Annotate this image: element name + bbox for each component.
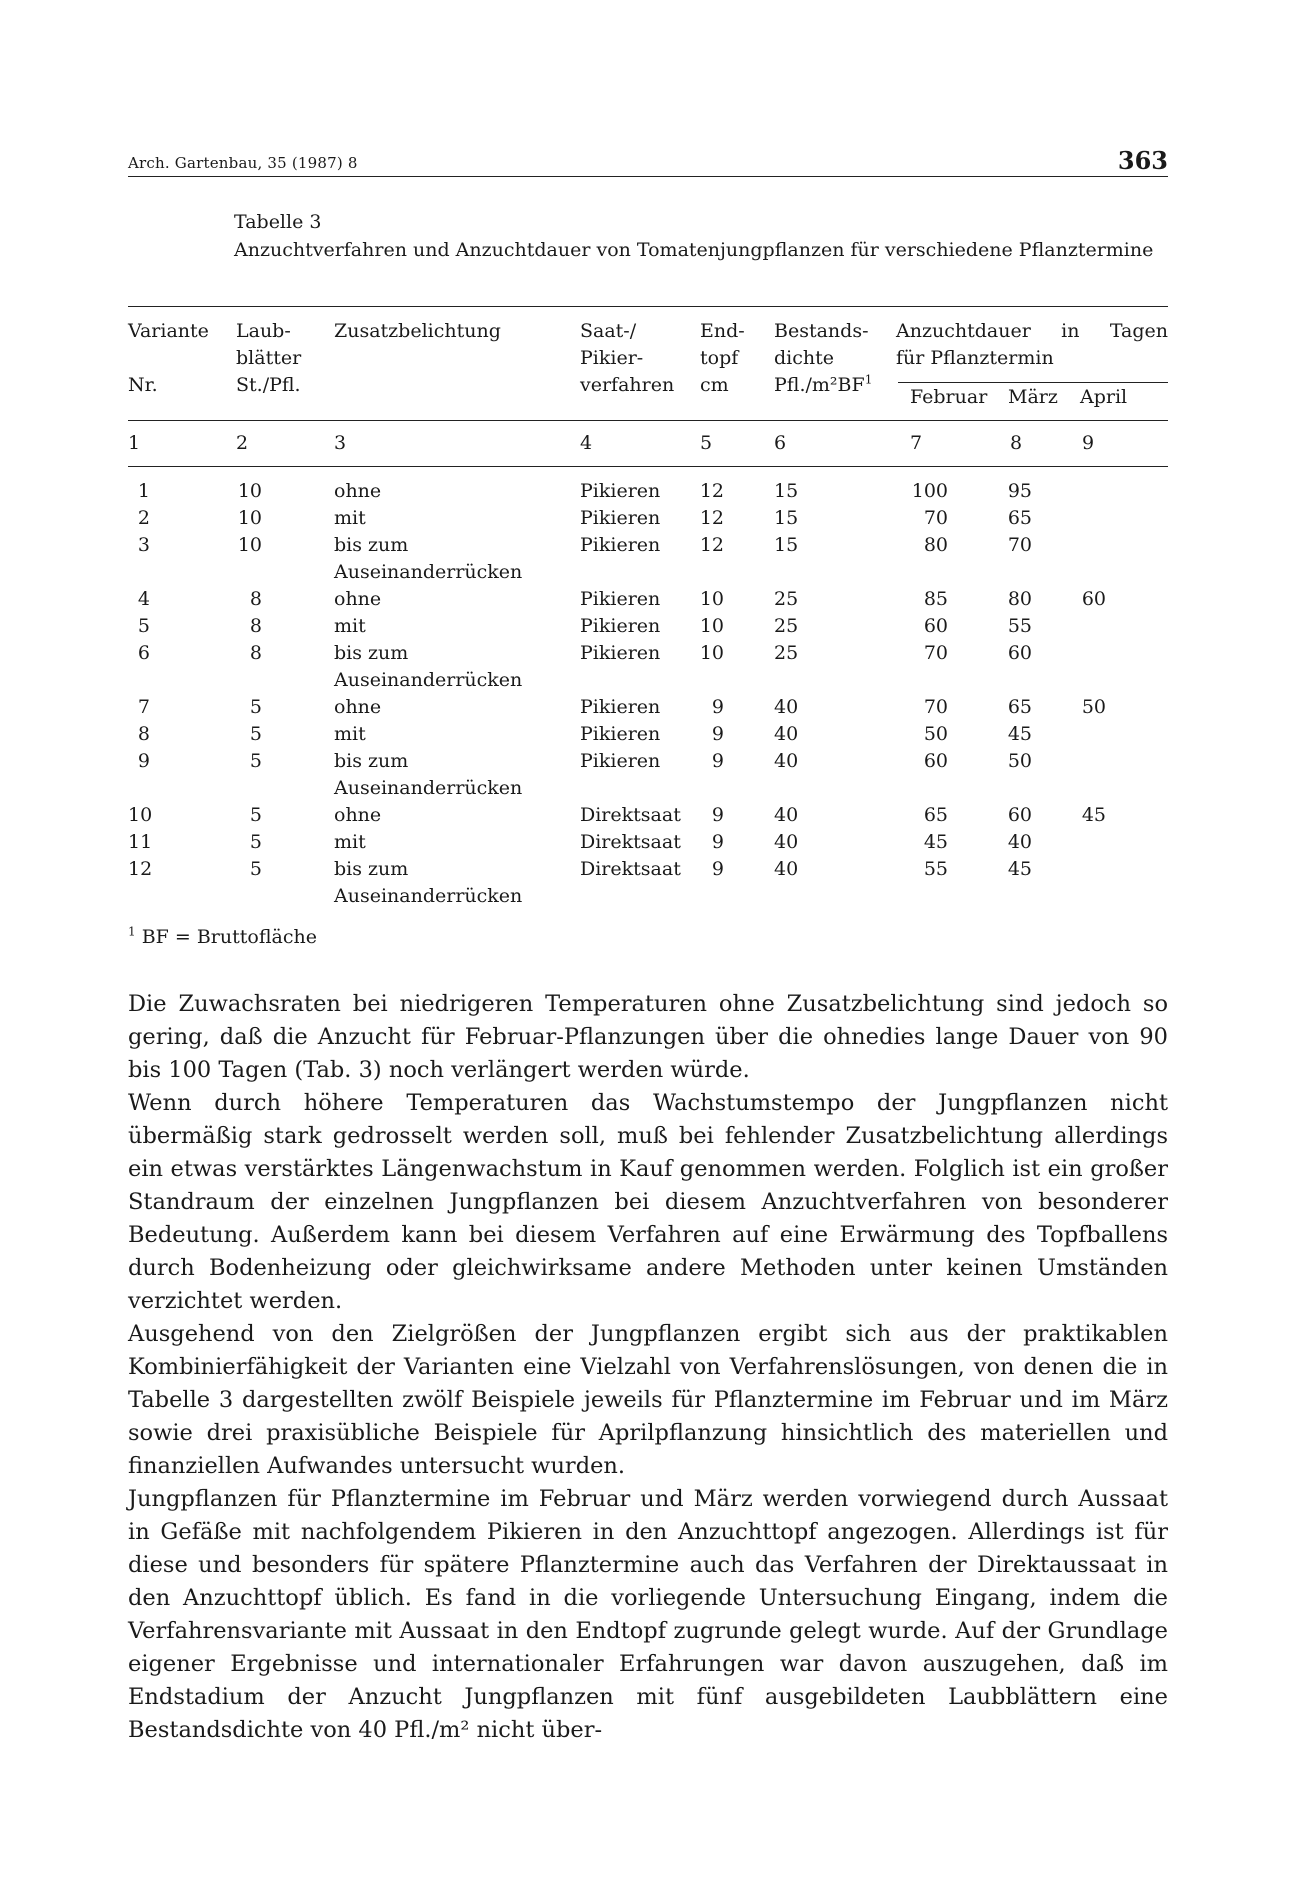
- cell-dichte: 40: [774, 858, 799, 880]
- cell-dichte: 25: [774, 642, 799, 664]
- paragraph: Ausgehend von den Zielgrößen der Jungpflanzen ergibt sich aus der praktikablen Kombinierfähigkeit der Varianten eine Vielzahl von Verfahrenslösungen, von denen die in Tabelle 3 dargestellten zwölf Beispiele jeweils für Pflanztermine im Februar und im März sowie drei praxisübliche Beispiele für Aprilpflanzung hinsichtlich des materiellen und finanziellen Aufwandes untersucht wurden.: [128, 1321, 1168, 1479]
- header-laub: [236, 318, 301, 399]
- cell-nr: 4: [137, 588, 150, 610]
- cell-dichte: 15: [774, 507, 799, 529]
- cell-februar: 100: [911, 480, 948, 502]
- column-number: 5: [700, 432, 713, 454]
- cell-verfahren: Pikieren: [580, 696, 661, 718]
- header-variante: [128, 318, 209, 399]
- cell-april: 45: [1081, 804, 1106, 826]
- header-rule: [128, 176, 1168, 177]
- column-number: 8: [1010, 432, 1023, 454]
- column-number: 1: [128, 432, 141, 454]
- cell-zusatz: mit: [334, 507, 366, 529]
- cell-verfahren: Pikieren: [580, 750, 661, 772]
- cell-maerz: 50: [1007, 750, 1032, 772]
- paragraph: Die Zuwachsraten bei niedrigeren Temperaturen ohne Zusatzbelichtung sind jedoch so gering, daß die Anzucht für Februar-Pflanzungen über die ohnedies lange Dauer von 90 bis 100 Tagen (Tab. 3) noch verlängert werden würde.: [128, 991, 1168, 1083]
- page-number: 363: [1117, 146, 1168, 175]
- header-month-maerz: März: [1008, 386, 1058, 408]
- cell-verfahren: Direktsaat: [580, 804, 681, 826]
- cell-laub: 10: [237, 480, 262, 502]
- table-title: Anzuchtverfahren und Anzuchtdauer von Tomatenjungpflanzen für verschiedene Pflanztermine: [234, 239, 1154, 261]
- cell-dichte: 40: [774, 804, 799, 826]
- cell-verfahren: Pikieren: [580, 615, 661, 637]
- cell-zusatz: ohne: [334, 480, 382, 502]
- cell-zusatz: bis zum: [334, 858, 409, 880]
- cell-dichte: 25: [774, 615, 799, 637]
- cell-dichte: 25: [774, 588, 799, 610]
- cell-februar: 65: [923, 804, 948, 826]
- running-head: [128, 146, 1168, 180]
- column-number: 9: [1082, 432, 1095, 454]
- cell-verfahren: Direktsaat: [580, 858, 681, 880]
- cell-laub: 10: [237, 534, 262, 556]
- cell-dichte: 40: [774, 723, 799, 745]
- cell-februar: 60: [923, 615, 948, 637]
- cell-zusatz: ohne: [334, 696, 382, 718]
- cell-endtopf: 10: [699, 642, 724, 664]
- header-saat-line: Pikier-: [580, 347, 644, 369]
- cell-laub: 5: [249, 696, 262, 718]
- cell-endtopf: 12: [699, 534, 724, 556]
- header-anzucht-line: für Pflanztermin: [896, 347, 1054, 369]
- cell-zusatz: mit: [334, 723, 366, 745]
- cell-zusatz-cont: Auseinanderrücken: [334, 561, 523, 583]
- cell-nr: 12: [128, 858, 153, 880]
- cell-nr: 3: [137, 534, 150, 556]
- cell-april: 50: [1081, 696, 1106, 718]
- cell-zusatz: ohne: [334, 588, 382, 610]
- header-month-februar: Februar: [910, 386, 988, 408]
- cell-laub: 8: [249, 615, 262, 637]
- header-saat-line: verfahren: [580, 374, 675, 396]
- header-endtopf-line: cm: [700, 374, 729, 396]
- header-endtopf: [700, 318, 745, 399]
- cell-endtopf: 12: [699, 480, 724, 502]
- header-anzucht-line: Anzuchtdauer in Tagen: [896, 320, 1168, 342]
- header-saat-line: Saat-/: [580, 320, 637, 342]
- cell-nr: 11: [128, 831, 153, 853]
- cell-endtopf: 10: [699, 588, 724, 610]
- cell-zusatz: mit: [334, 831, 366, 853]
- table-footnote: [128, 926, 317, 948]
- header-bestand-line: Bestands-: [774, 320, 869, 342]
- cell-maerz: 60: [1007, 804, 1032, 826]
- cell-verfahren: Pikieren: [580, 480, 661, 502]
- cell-laub: 5: [249, 804, 262, 826]
- cell-maerz: 45: [1007, 858, 1032, 880]
- cell-laub: 5: [249, 750, 262, 772]
- cell-maerz: 55: [1007, 615, 1032, 637]
- cell-dichte: 15: [774, 480, 799, 502]
- body-text: [128, 988, 1168, 1747]
- cell-endtopf: 10: [699, 615, 724, 637]
- cell-zusatz: bis zum: [334, 750, 409, 772]
- cell-maerz: 60: [1007, 642, 1032, 664]
- cell-verfahren: Pikieren: [580, 642, 661, 664]
- table-top-rule: [128, 306, 1168, 307]
- cell-maerz: 45: [1007, 723, 1032, 745]
- paragraph: Jungpflanzen für Pflanztermine im Februar und März werden vorwiegend durch Aussaat in Gefäße mit nachfolgendem Pikieren in den Anzuchttopf angezogen. Allerdings ist für diese und besonders für spätere Pflanztermine auch das Verfahren der Direktaussaat in den Anzuchttopf üblich. Es fand in die vorliegende Untersuchung Eingang, indem die Verfahrensvariante mit Aussaat in den Endtopf zugrunde gelegt wurde. Auf der Grundlage eigener Ergebnisse und internationaler Erfahrungen war davon auszugehen, daß im Endstadium der Anzucht Jungpflanzen mit fünf ausgebildeten Laubblättern eine Bestandsdichte von 40 Pfl./m² nicht über-: [128, 1486, 1168, 1743]
- footnote-marker: 1: [864, 372, 873, 387]
- cell-zusatz-cont: Auseinanderrücken: [334, 777, 523, 799]
- header-bottom-rule: [128, 420, 1168, 421]
- cell-februar: 85: [923, 588, 948, 610]
- cell-laub: 5: [249, 831, 262, 853]
- cell-dichte: 40: [774, 696, 799, 718]
- cell-februar: 55: [923, 858, 948, 880]
- cell-zusatz-cont: Auseinanderrücken: [334, 885, 523, 907]
- cell-februar: 50: [923, 723, 948, 745]
- cell-nr: 5: [137, 615, 150, 637]
- cell-februar: 70: [923, 642, 948, 664]
- header-anzuchtdauer: [896, 318, 1168, 372]
- cell-nr: 10: [128, 804, 153, 826]
- cell-laub: 5: [249, 723, 262, 745]
- cell-endtopf: 9: [711, 804, 724, 826]
- cell-zusatz: bis zum: [334, 642, 409, 664]
- cell-april: 60: [1081, 588, 1106, 610]
- footnote-text: BF = Bruttofläche: [141, 926, 317, 948]
- cell-nr: 1: [137, 480, 150, 502]
- cell-verfahren: Pikieren: [580, 723, 661, 745]
- cell-maerz: 70: [1007, 534, 1032, 556]
- cell-februar: 70: [923, 696, 948, 718]
- cell-laub: 10: [237, 507, 262, 529]
- cell-februar: 45: [923, 831, 948, 853]
- month-rule: [898, 382, 1168, 383]
- header-saat: [580, 318, 674, 399]
- cell-endtopf: 9: [711, 723, 724, 745]
- header-laub-line: St./Pfl.: [236, 374, 301, 396]
- cell-verfahren: Pikieren: [580, 534, 661, 556]
- cell-laub: 8: [249, 642, 262, 664]
- cell-endtopf: 9: [711, 750, 724, 772]
- header-bestand-unit: [774, 372, 872, 399]
- cell-laub: 5: [249, 858, 262, 880]
- header-laub-line: blätter: [236, 347, 302, 369]
- column-number: 7: [910, 432, 923, 454]
- cell-dichte: 40: [774, 831, 799, 853]
- cell-maerz: 80: [1007, 588, 1032, 610]
- column-number: 4: [580, 432, 593, 454]
- cell-maerz: 65: [1007, 696, 1032, 718]
- cell-nr: 7: [137, 696, 150, 718]
- cell-endtopf: 9: [711, 696, 724, 718]
- cell-maerz: 95: [1007, 480, 1032, 502]
- column-number: 3: [334, 432, 347, 454]
- cell-februar: 70: [923, 507, 948, 529]
- header-bestand-line: Pfl./m²BF: [774, 374, 865, 396]
- cell-nr: 2: [137, 507, 150, 529]
- cell-zusatz: bis zum: [334, 534, 409, 556]
- header-zusatzbelichtung: Zusatzbelichtung: [334, 320, 501, 342]
- journal-citation: Arch. Gartenbau, 35 (1987) 8: [128, 154, 358, 172]
- cell-zusatz-cont: Auseinanderrücken: [334, 669, 523, 691]
- cell-zusatz: ohne: [334, 804, 382, 826]
- cell-laub: 8: [249, 588, 262, 610]
- cell-endtopf: 9: [711, 831, 724, 853]
- cell-endtopf: 9: [711, 858, 724, 880]
- header-bestandsdichte: [774, 318, 872, 399]
- cell-verfahren: Pikieren: [580, 588, 661, 610]
- cell-dichte: 40: [774, 750, 799, 772]
- cell-endtopf: 12: [699, 507, 724, 529]
- table-caption: [234, 208, 1168, 264]
- column-number: 6: [774, 432, 787, 454]
- paragraph: Wenn durch höhere Temperaturen das Wachstumstempo der Jungpflanzen nicht übermäßig stark gedrosselt werden soll, muß bei fehlender Zusatzbelichtung allerdings ein etwas verstärktes Längenwachstum in Kauf genommen werden. Folglich ist ein großer Standraum der einzelnen Jungpflanzen bei diesem Anzuchtverfahren von besonderer Bedeutung. Außerdem kann bei diesem Verfahren auf eine Erwärmung des Topfballens durch Bodenheizung oder gleichwirksame andere Methoden unter keinen Umständen verzichtet werden.: [128, 1090, 1168, 1314]
- header-month-april: April: [1080, 386, 1128, 408]
- cell-verfahren: Direktsaat: [580, 831, 681, 853]
- header-endtopf-line: End-: [700, 320, 745, 342]
- cell-zusatz: mit: [334, 615, 366, 637]
- header-variante-line: Variante: [128, 320, 209, 342]
- cell-nr: 6: [137, 642, 150, 664]
- numbers-bottom-rule: [128, 466, 1168, 467]
- header-bestand-line: dichte: [774, 347, 834, 369]
- cell-maerz: 40: [1007, 831, 1032, 853]
- cell-maerz: 65: [1007, 507, 1032, 529]
- cell-februar: 60: [923, 750, 948, 772]
- table-label: Tabelle 3: [234, 211, 322, 233]
- header-endtopf-line: topf: [700, 347, 739, 369]
- cell-verfahren: Pikieren: [580, 507, 661, 529]
- column-number: 2: [236, 432, 249, 454]
- cell-nr: 8: [137, 723, 150, 745]
- cell-nr: 9: [137, 750, 150, 772]
- cell-februar: 80: [923, 534, 948, 556]
- footnote-marker: 1: [128, 924, 136, 939]
- header-laub-line: Laub-: [236, 320, 291, 342]
- cell-dichte: 15: [774, 534, 799, 556]
- header-variante-line: Nr.: [128, 374, 158, 396]
